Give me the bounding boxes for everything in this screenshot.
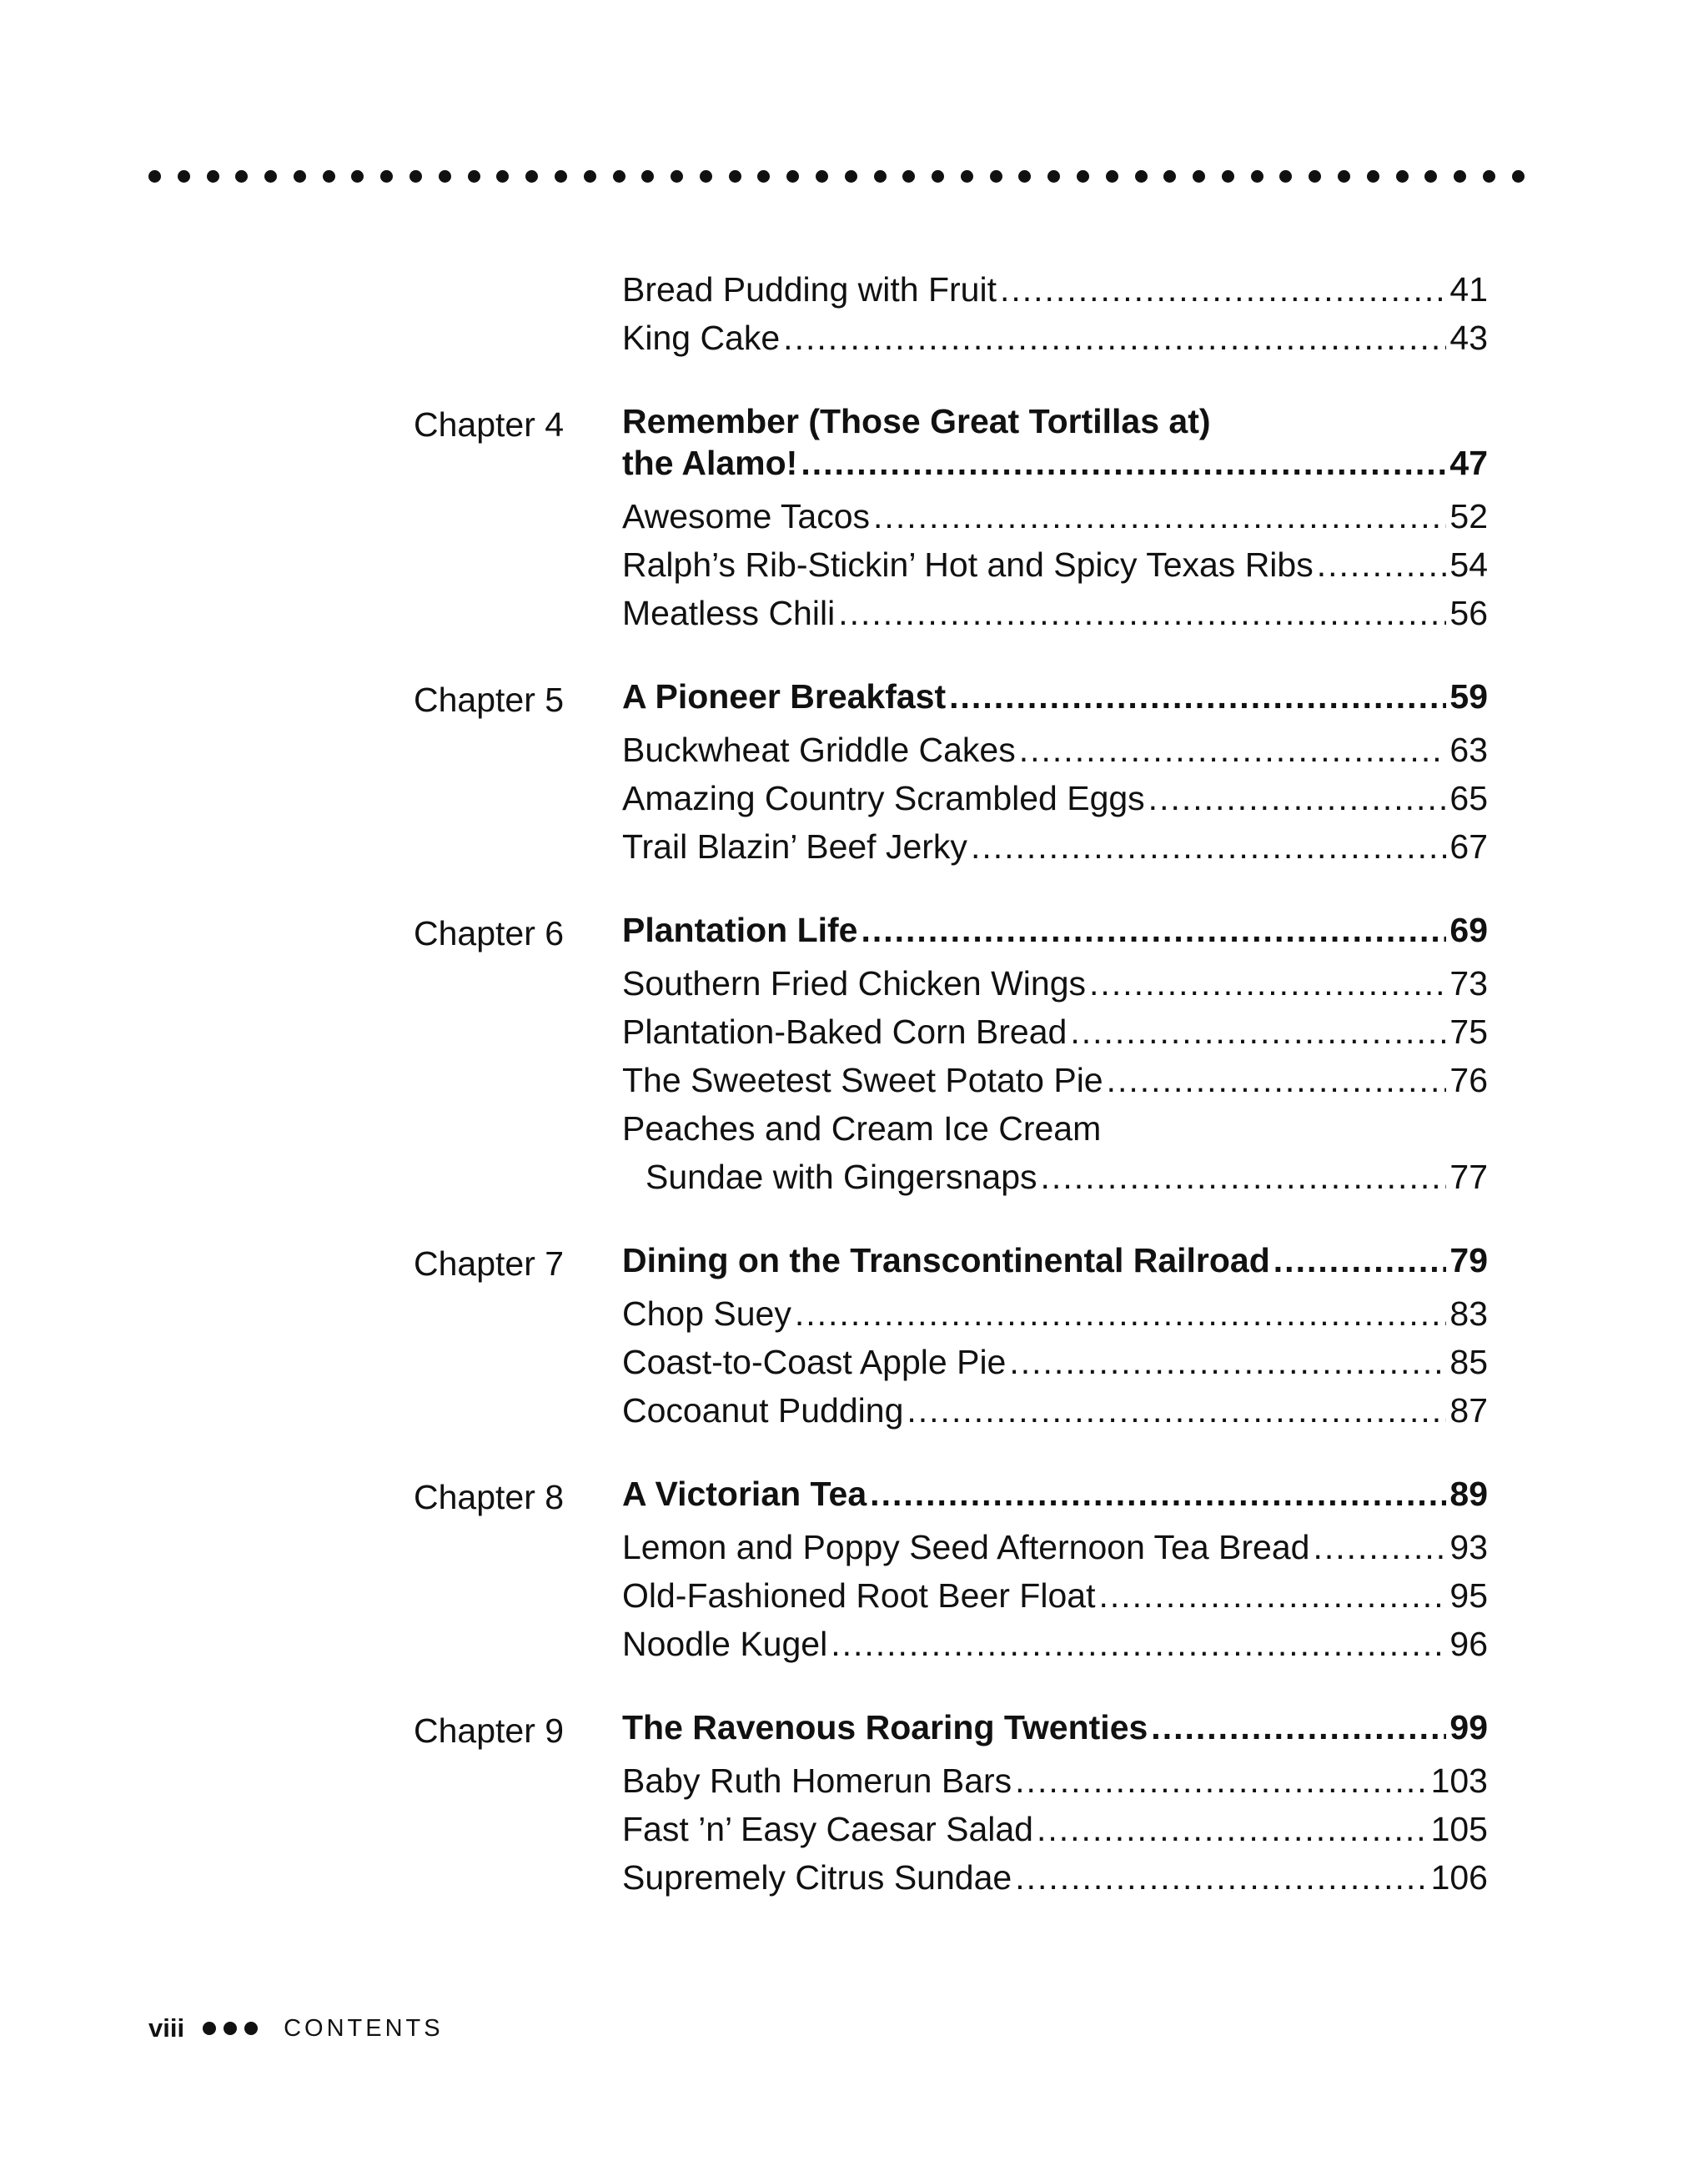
page-number-ref: 41 <box>1449 270 1488 309</box>
rule-dot <box>584 170 596 183</box>
rule-dot <box>816 170 828 183</box>
page-number-ref: 54 <box>1449 545 1488 584</box>
rule-dot <box>264 170 277 183</box>
chapter-label: Chapter 5 <box>414 681 565 719</box>
dot-leader <box>870 1473 1446 1515</box>
table-of-contents <box>0 265 1708 1902</box>
recipe-title: Coast-to-Coast Apple Pie <box>622 1343 1007 1381</box>
dot-leader <box>1015 1756 1427 1805</box>
rule-dot <box>1512 170 1525 183</box>
chapter-title: Remember (Those Great Tortillas at) <box>622 402 1211 440</box>
rule-dot <box>1047 170 1060 183</box>
rule-dot <box>786 170 799 183</box>
dot-leader <box>831 1620 1446 1668</box>
dot-leader <box>1070 1008 1446 1056</box>
page-number-ref: 87 <box>1449 1391 1488 1430</box>
recipe-title: Bread Pudding with Fruit <box>622 270 997 309</box>
dot-leader <box>861 909 1446 951</box>
recipe-entry[interactable] <box>622 492 1488 540</box>
rule-dot <box>1106 170 1118 183</box>
page-number-ref: 95 <box>1449 1576 1488 1615</box>
rule-dot <box>757 170 770 183</box>
chapter-title-entry[interactable] <box>622 1473 1488 1515</box>
toc-chapter-group <box>0 676 1708 871</box>
dot-leader <box>1107 1056 1447 1104</box>
page-number-ref: 59 <box>1449 677 1488 716</box>
recipe-title: Supremely Citrus Sundae <box>622 1858 1012 1897</box>
recipe-entry[interactable] <box>622 1620 1488 1668</box>
recipe-entry[interactable] <box>622 1008 1488 1056</box>
recipe-entry[interactable] <box>622 1104 1488 1153</box>
rule-dot <box>496 170 509 183</box>
chapter-title: The Ravenous Roaring Twenties <box>622 1708 1148 1746</box>
recipe-entry[interactable] <box>622 1056 1488 1104</box>
recipe-entry[interactable] <box>622 589 1488 637</box>
rule-dot <box>235 170 248 183</box>
rule-dot <box>1251 170 1263 183</box>
rule-dot <box>1483 170 1495 183</box>
recipe-title: Old-Fashioned Root Beer Float <box>622 1576 1096 1615</box>
recipe-title: Noodle Kugel <box>622 1625 828 1663</box>
dot-leader <box>1000 265 1446 314</box>
recipe-title: Lemon and Poppy Seed Afternoon Tea Bread <box>622 1528 1310 1566</box>
decorative-dot-rule <box>148 167 1525 185</box>
footer-dots <box>203 2022 265 2035</box>
chapter-label: Chapter 7 <box>414 1244 565 1283</box>
page-number-ref: 43 <box>1449 319 1488 357</box>
page-number-ref: 56 <box>1449 594 1488 632</box>
dot-leader <box>1151 1706 1446 1748</box>
rule-dot <box>671 170 683 183</box>
chapter-title-entry[interactable] <box>622 676 1488 717</box>
recipe-entry[interactable] <box>622 1571 1488 1620</box>
page-number-ref: 73 <box>1449 964 1488 1003</box>
rule-dot <box>207 170 219 183</box>
recipe-title: Cocoanut Pudding <box>622 1391 904 1430</box>
chapter-title: A Pioneer Breakfast <box>622 677 947 716</box>
rule-dot <box>1424 170 1437 183</box>
recipe-title: King Cake <box>622 319 781 357</box>
recipe-entry[interactable] <box>622 1756 1488 1805</box>
page-number-ref: 77 <box>1449 1158 1488 1196</box>
rule-dot <box>525 170 538 183</box>
page-number-ref: 65 <box>1449 779 1488 817</box>
recipe-entry[interactable] <box>622 1853 1488 1902</box>
page-footer <box>148 2012 444 2045</box>
page-number-ref: 99 <box>1449 1708 1488 1746</box>
page-number-ref: 85 <box>1449 1343 1488 1381</box>
page-number-ref: 103 <box>1430 1761 1488 1800</box>
dot-leader <box>1019 726 1447 774</box>
toc-chapter-group <box>0 400 1708 637</box>
rule-dot <box>990 170 1002 183</box>
toc-chapter-group <box>0 909 1708 1201</box>
toc-chapter-group <box>0 1706 1708 1902</box>
dot-leader <box>1098 1571 1446 1620</box>
dot-leader <box>838 589 1446 637</box>
recipe-title: Southern Fried Chicken Wings <box>622 964 1087 1003</box>
page-number-ref: 47 <box>1449 444 1488 482</box>
rule-dot <box>874 170 887 183</box>
chapter-title-entry[interactable] <box>622 442 1488 484</box>
page-number-ref: 96 <box>1449 1625 1488 1663</box>
page-number-ref: 93 <box>1449 1528 1488 1566</box>
recipe-title: Ralph’s Rib-Stickin’ Hot and Spicy Texas Ribs <box>622 545 1314 584</box>
dot-leader <box>1273 1239 1447 1281</box>
recipe-entry[interactable] <box>622 1289 1488 1338</box>
rule-dot <box>902 170 915 183</box>
recipe-entry[interactable] <box>622 540 1488 589</box>
rule-dot <box>323 170 335 183</box>
rule-dot <box>729 170 741 183</box>
rule-dot <box>641 170 654 183</box>
chapter-title-entry[interactable] <box>622 1239 1488 1281</box>
rule-dot <box>1396 170 1409 183</box>
rule-dot <box>1338 170 1350 183</box>
dot-leader <box>1313 1523 1446 1571</box>
dot-leader <box>801 442 1446 484</box>
chapter-label: Chapter 8 <box>414 1478 565 1516</box>
recipe-entry[interactable] <box>622 1805 1488 1853</box>
rule-dot <box>439 170 451 183</box>
recipe-title: Awesome Tacos <box>622 497 871 535</box>
recipe-title: Trail Blazin’ Beef Jerky <box>622 827 967 866</box>
chapter-title: Plantation Life <box>622 911 858 949</box>
rule-dot <box>1367 170 1379 183</box>
rule-dot <box>380 170 393 183</box>
recipe-title: Baby Ruth Homerun Bars <box>622 1761 1012 1800</box>
recipe-title: Chop Suey <box>622 1294 791 1333</box>
chapter-title: A Victorian Tea <box>622 1475 867 1513</box>
rule-dot <box>351 170 364 183</box>
toc-chapter-group <box>0 1239 1708 1435</box>
recipe-title: Plantation-Baked Corn Bread <box>622 1013 1068 1051</box>
toc-chapter-group <box>0 265 1708 362</box>
rule-dot <box>1193 170 1205 183</box>
chapter-title: Dining on the Transcontinental Railroad <box>622 1241 1270 1279</box>
recipe-title: Amazing Country Scrambled Eggs <box>622 779 1145 817</box>
chapter-title-entry[interactable] <box>622 1706 1488 1748</box>
page-number-ref: 76 <box>1449 1061 1488 1099</box>
recipe-title: Buckwheat Griddle Cakes <box>622 731 1016 769</box>
chapter-title-entry[interactable] <box>622 909 1488 951</box>
rule-dot <box>1279 170 1292 183</box>
rule-dot <box>294 170 306 183</box>
dot-leader <box>1009 1338 1446 1386</box>
rule-dot <box>1163 170 1176 183</box>
recipe-entry[interactable] <box>622 1153 1488 1201</box>
recipe-entry[interactable] <box>622 726 1488 774</box>
page-number-ref: 79 <box>1449 1241 1488 1279</box>
page-number-ref: 69 <box>1449 911 1488 949</box>
running-head: CONTENTS <box>284 2014 444 2042</box>
recipe-entry[interactable] <box>622 959 1488 1008</box>
dot-leader <box>971 822 1446 871</box>
toc-chapter-group <box>0 1473 1708 1668</box>
rule-dot <box>613 170 625 183</box>
dot-leader <box>1148 774 1447 822</box>
dot-leader <box>949 676 1446 717</box>
dot-leader <box>783 314 1446 362</box>
dot-leader <box>907 1386 1446 1435</box>
page-number: viii <box>148 2013 185 2043</box>
rule-dot <box>1018 170 1031 183</box>
chapter-title: the Alamo! <box>622 444 798 482</box>
rule-dot <box>700 170 712 183</box>
chapter-label: Chapter 9 <box>414 1711 565 1750</box>
recipe-entry[interactable] <box>622 822 1488 871</box>
dot-leader <box>795 1289 1447 1338</box>
page-number-ref: 63 <box>1449 731 1488 769</box>
recipe-entry[interactable] <box>622 1386 1488 1435</box>
chapter-title-entry[interactable] <box>622 400 1488 442</box>
page-number-ref: 105 <box>1430 1810 1488 1848</box>
rule-dot <box>1309 170 1321 183</box>
recipe-entry[interactable] <box>622 1338 1488 1386</box>
rule-dot <box>468 170 480 183</box>
rule-dot <box>148 170 161 183</box>
dot-leader <box>1015 1853 1427 1902</box>
dot-leader <box>1037 1805 1428 1853</box>
rule-dot <box>961 170 973 183</box>
recipe-entry[interactable] <box>622 774 1488 822</box>
recipe-entry[interactable] <box>622 265 1488 314</box>
rule-dot <box>1454 170 1466 183</box>
recipe-title: Sundae with Gingersnaps <box>646 1158 1037 1196</box>
dot-leader <box>1041 1153 1447 1201</box>
page-number-ref: 67 <box>1449 827 1488 866</box>
recipe-title: Fast ’n’ Easy Caesar Salad <box>622 1810 1033 1848</box>
chapter-label: Chapter 4 <box>414 405 565 444</box>
page-number-ref: 52 <box>1449 497 1488 535</box>
recipe-title: The Sweetest Sweet Potato Pie <box>622 1061 1103 1099</box>
recipe-title: Peaches and Cream Ice Cream <box>622 1109 1102 1148</box>
page-number-ref: 106 <box>1430 1858 1488 1897</box>
recipe-entry[interactable] <box>622 314 1488 362</box>
dot-leader <box>1317 540 1447 589</box>
dot-leader <box>873 492 1446 540</box>
rule-dot <box>409 170 422 183</box>
dot-leader <box>1089 959 1446 1008</box>
page-number-ref: 75 <box>1449 1013 1488 1051</box>
rule-dot <box>555 170 567 183</box>
page-number-ref: 83 <box>1449 1294 1488 1333</box>
rule-dot <box>178 170 190 183</box>
recipe-title: Meatless Chili <box>622 594 836 632</box>
rule-dot <box>932 170 944 183</box>
rule-dot <box>1135 170 1148 183</box>
recipe-entry[interactable] <box>622 1523 1488 1571</box>
rule-dot <box>1222 170 1234 183</box>
chapter-label: Chapter 6 <box>414 914 565 952</box>
rule-dot <box>845 170 857 183</box>
rule-dot <box>1077 170 1089 183</box>
page-number-ref: 89 <box>1449 1475 1488 1513</box>
